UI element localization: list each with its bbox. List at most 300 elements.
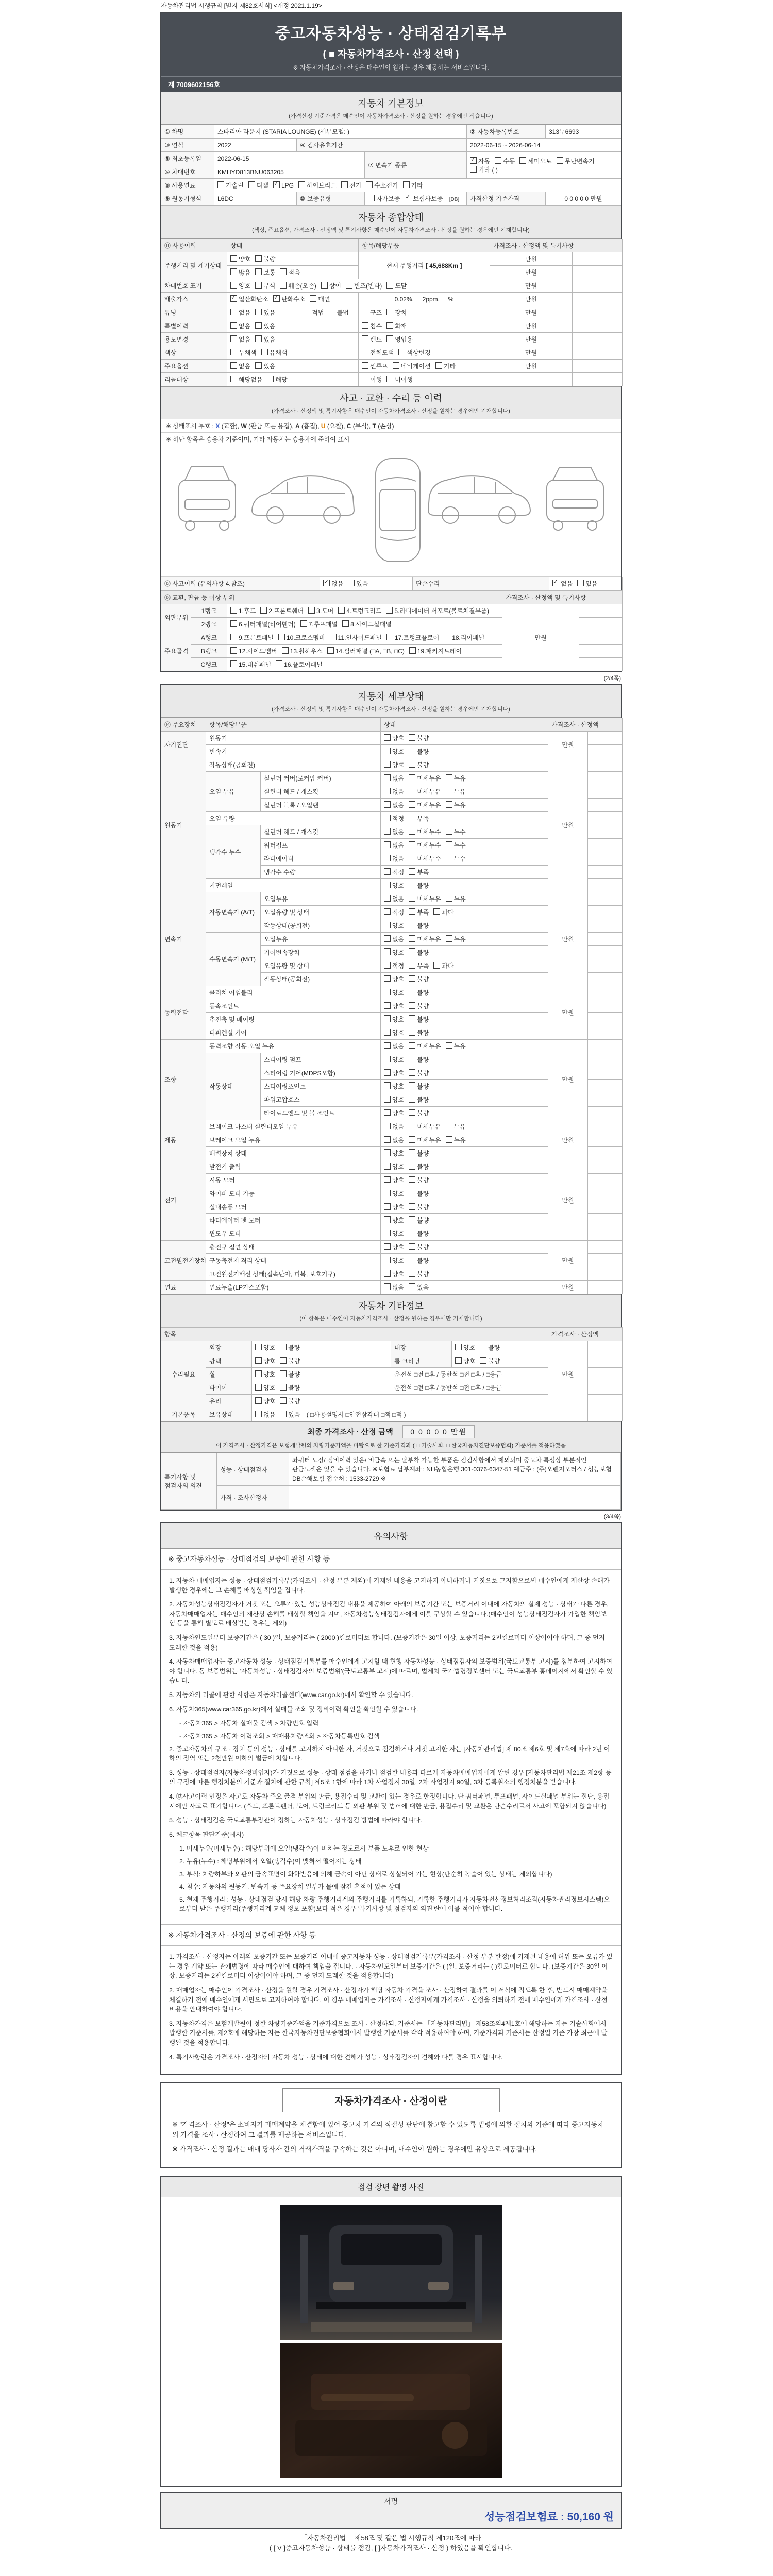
status-options xyxy=(381,1053,548,1066)
checkbox[interactable] xyxy=(276,660,282,667)
checkbox[interactable] xyxy=(552,580,559,586)
checkbox[interactable] xyxy=(327,647,334,654)
checkbox[interactable] xyxy=(255,255,262,262)
checkbox[interactable] xyxy=(384,1149,391,1156)
status-options xyxy=(381,732,548,745)
checkbox[interactable] xyxy=(495,157,501,164)
notice-item: - 자동차365 > 자동차 실매물 검색 > 차량번호 입력 xyxy=(179,1720,319,1727)
checkbox[interactable] xyxy=(519,157,526,164)
status-options xyxy=(381,1107,548,1120)
checkbox[interactable] xyxy=(366,181,373,188)
checkbox[interactable] xyxy=(384,1029,391,1036)
checkbox[interactable] xyxy=(230,309,237,315)
checkbox[interactable] xyxy=(255,335,262,342)
checkbox[interactable] xyxy=(230,255,237,262)
checkbox[interactable] xyxy=(386,634,393,640)
checkbox[interactable] xyxy=(248,181,255,188)
table-header-row xyxy=(161,1328,623,1341)
checkbox[interactable] xyxy=(409,1015,415,1022)
item-label: 클러치 어셈블리 xyxy=(206,986,381,999)
row-label: 리콜대상 xyxy=(161,373,227,386)
checkbox[interactable] xyxy=(398,349,405,355)
checkbox[interactable] xyxy=(384,1176,391,1183)
item-label: 실린더 헤드 / 개스킷 xyxy=(261,785,381,799)
option: ✓ 일산화탄소 xyxy=(230,295,268,303)
checkbox[interactable] xyxy=(409,1176,415,1183)
checkbox[interactable] xyxy=(384,962,391,969)
opinion-table xyxy=(161,1453,621,1510)
item-label: 변속기 xyxy=(206,745,381,758)
checkbox[interactable] xyxy=(280,1357,287,1364)
checkbox[interactable] xyxy=(300,620,307,627)
option: 화재 xyxy=(386,321,407,330)
option: 적음 xyxy=(280,268,300,277)
checkbox[interactable] xyxy=(230,620,237,627)
checkbox[interactable] xyxy=(362,376,368,382)
checkbox[interactable] xyxy=(255,1357,262,1364)
checkbox[interactable] xyxy=(409,774,415,781)
checkbox[interactable] xyxy=(255,1370,262,1377)
checkbox[interactable] xyxy=(409,1216,415,1223)
checkbox[interactable] xyxy=(409,868,415,875)
checkbox[interactable] xyxy=(403,181,410,188)
checkbox[interactable] xyxy=(384,948,391,955)
item-label: 워터펌프 xyxy=(261,839,381,852)
valid-value: 2022-06-15 ~ 2026-06-14 xyxy=(467,139,621,152)
checkbox[interactable] xyxy=(230,349,237,355)
checkbox[interactable] xyxy=(409,1002,415,1009)
checkbox[interactable] xyxy=(409,1243,415,1250)
checkbox[interactable] xyxy=(446,774,452,781)
checkbox[interactable] xyxy=(384,989,391,995)
checkbox[interactable] xyxy=(255,1344,262,1350)
checkbox[interactable] xyxy=(280,1370,287,1377)
checkbox[interactable] xyxy=(384,855,391,861)
checkbox[interactable] xyxy=(470,166,477,173)
status-options xyxy=(381,1080,548,1093)
group-label: 자동변속기 (A/T) xyxy=(206,892,261,933)
checkbox[interactable] xyxy=(304,309,310,315)
checkbox[interactable] xyxy=(409,1257,415,1263)
option: 6.쿼터패널(리어휀더) xyxy=(230,620,296,629)
option: 누유 xyxy=(446,801,466,809)
checkbox[interactable] xyxy=(409,1109,415,1116)
item-label: 작동상태(공회전) xyxy=(261,973,381,986)
checkbox[interactable] xyxy=(384,1069,391,1076)
price-cell: 만원 xyxy=(490,319,573,333)
checkbox[interactable] xyxy=(384,1123,391,1129)
item-options xyxy=(359,319,490,333)
option: 미세누유 xyxy=(409,935,441,943)
checkbox[interactable] xyxy=(230,282,237,289)
col-header: 항목/해당부품 xyxy=(359,239,490,252)
checkbox[interactable] xyxy=(409,1163,415,1170)
checkbox[interactable] xyxy=(280,1397,287,1404)
checkbox[interactable] xyxy=(348,580,355,586)
checkbox[interactable] xyxy=(368,195,375,201)
row-label: 주요옵션 xyxy=(161,360,227,373)
checkbox[interactable] xyxy=(446,828,452,835)
checkbox[interactable] xyxy=(255,322,262,329)
checkbox[interactable] xyxy=(409,748,415,754)
checkbox[interactable] xyxy=(444,634,450,640)
option: 불량 xyxy=(280,1357,300,1365)
checkbox[interactable] xyxy=(362,309,368,315)
checkbox[interactable] xyxy=(409,1283,415,1290)
rank-label: 2랭크 xyxy=(191,618,227,631)
option: 7.루프패널 xyxy=(300,620,338,629)
option: 해당 xyxy=(267,375,287,384)
checkbox[interactable] xyxy=(384,922,391,928)
table-row xyxy=(161,346,623,360)
checkbox[interactable] xyxy=(230,362,237,369)
checkbox[interactable] xyxy=(446,841,452,848)
status-options xyxy=(381,999,548,1013)
checkbox[interactable] xyxy=(386,282,393,289)
option: 누유 xyxy=(446,1136,466,1144)
checkbox[interactable] xyxy=(446,1123,452,1129)
item-label: 파워고압호스 xyxy=(261,1093,381,1107)
price-cell xyxy=(490,373,573,386)
status-options xyxy=(381,892,548,906)
table-header-row xyxy=(161,718,623,732)
checkbox[interactable] xyxy=(261,349,268,355)
checkbox[interactable] xyxy=(409,948,415,955)
checkbox[interactable] xyxy=(346,282,352,289)
checkbox[interactable] xyxy=(384,801,391,808)
option: 미세누유 xyxy=(409,801,441,809)
checkbox[interactable] xyxy=(308,607,315,614)
checkbox[interactable] xyxy=(282,647,289,654)
checkbox[interactable] xyxy=(409,1056,415,1062)
option: 미세누유 xyxy=(409,1136,441,1144)
basic-items-sub-label: 보유상태 xyxy=(206,1408,252,1421)
checkbox[interactable] xyxy=(384,1243,391,1250)
checkbox[interactable] xyxy=(280,282,287,289)
checkbox[interactable] xyxy=(384,1015,391,1022)
checkbox[interactable] xyxy=(409,1069,415,1076)
status-options xyxy=(381,812,548,825)
checkbox[interactable] xyxy=(470,157,477,164)
checkbox[interactable] xyxy=(384,882,391,888)
vehicle-diagram xyxy=(161,446,621,577)
checkbox[interactable] xyxy=(409,882,415,888)
checkbox[interactable] xyxy=(480,1344,486,1350)
checkbox[interactable] xyxy=(384,841,391,848)
checkbox[interactable] xyxy=(409,908,415,915)
state-code-X: X xyxy=(215,422,220,430)
price-cell: 만원 xyxy=(548,758,588,892)
row-label: 주행거리 및 계기상태 xyxy=(161,252,227,279)
checkbox[interactable] xyxy=(384,828,391,835)
checkbox[interactable] xyxy=(405,195,411,201)
checkbox[interactable] xyxy=(409,1190,415,1196)
checkbox[interactable] xyxy=(384,908,391,915)
checkbox[interactable] xyxy=(330,634,337,640)
checkbox[interactable] xyxy=(230,647,237,654)
checkbox[interactable] xyxy=(280,268,287,275)
price-cell: 만원 xyxy=(490,333,573,346)
item-label: 배력장치 상태 xyxy=(206,1147,381,1160)
status-options xyxy=(227,333,359,346)
option: 적정 xyxy=(384,814,404,823)
item-options xyxy=(359,306,490,319)
table-row xyxy=(161,1241,623,1254)
section-subtitle: (색상, 주요옵션, 가격조사 · 산정액 및 특기사항은 매수인이 자동차가격조사 · 산정을 원하는 경우에만 기재합니다) xyxy=(252,227,530,233)
checkbox[interactable] xyxy=(310,295,316,302)
checkbox[interactable] xyxy=(329,309,335,315)
checkbox[interactable] xyxy=(386,335,393,342)
checkbox[interactable] xyxy=(446,1136,452,1143)
option: 있음 xyxy=(348,579,368,588)
checkbox[interactable] xyxy=(455,1344,462,1350)
checkbox[interactable] xyxy=(435,362,442,369)
checkbox[interactable] xyxy=(384,975,391,982)
checkbox[interactable] xyxy=(255,362,262,369)
price-cell: 만원 xyxy=(548,1040,588,1120)
checkbox[interactable] xyxy=(409,1136,415,1143)
checkbox[interactable] xyxy=(230,634,237,640)
checkbox[interactable] xyxy=(409,1029,415,1036)
option: 양호 xyxy=(384,1189,404,1198)
checkbox[interactable] xyxy=(446,855,452,861)
checkbox[interactable] xyxy=(409,1230,415,1236)
checkbox[interactable] xyxy=(384,1257,391,1263)
vehicle-diagram-svg xyxy=(170,449,613,570)
checkbox[interactable] xyxy=(273,295,280,302)
checkbox[interactable] xyxy=(321,282,328,289)
checkbox[interactable] xyxy=(298,181,305,188)
checkbox[interactable] xyxy=(384,1283,391,1290)
checkbox[interactable] xyxy=(230,660,237,667)
checkbox[interactable] xyxy=(409,815,415,821)
checkbox[interactable] xyxy=(267,376,274,382)
checkbox[interactable] xyxy=(409,647,416,654)
checkbox[interactable] xyxy=(386,607,393,614)
checkbox[interactable] xyxy=(557,157,563,164)
checkbox[interactable] xyxy=(255,1411,262,1417)
checkbox[interactable] xyxy=(384,1230,391,1236)
status-options xyxy=(381,973,548,986)
notice-item: 1. 가격조사 · 산정자는 아래의 보증기간 또는 보증거리 이내에 중고자동차 성능 · 상태점검기록부(가격조사 · 산정 부분 한정)에 기재된 내용에 허위 또는 오류가 있는 경우 계약 또는 관계법령에 따라 매수인에 대하여 책임을 집니다. · 자동차인도일부터 보증기간은 ( )일, 보증거리는 ( )킬로미터로 합니다. (보증기간은 30일 이상, 보증거리는 2천킬로미터 이상이어야 하며, 그 중 먼저 도래한 것을 적용합니다) xyxy=(169,1953,613,1980)
option: 양호 xyxy=(384,881,404,890)
checkbox[interactable] xyxy=(409,828,415,835)
checkbox[interactable] xyxy=(280,1411,287,1417)
checkbox[interactable] xyxy=(362,362,368,369)
option: 3.도어 xyxy=(308,606,333,615)
checkbox[interactable] xyxy=(384,1056,391,1062)
option: 가솔린 xyxy=(217,181,244,190)
option: 미세누유 xyxy=(409,787,441,796)
checkbox[interactable] xyxy=(280,1344,287,1350)
option: 양호 xyxy=(384,948,404,957)
checkbox[interactable] xyxy=(384,895,391,902)
checkbox[interactable] xyxy=(384,1163,391,1170)
checkbox[interactable] xyxy=(217,181,224,188)
checkbox[interactable] xyxy=(409,1042,415,1049)
checkbox[interactable] xyxy=(384,1096,391,1103)
status-options xyxy=(381,1241,548,1254)
other-info-table xyxy=(161,1327,623,1421)
checkbox[interactable] xyxy=(409,761,415,768)
checkbox[interactable] xyxy=(409,855,415,861)
checkbox[interactable] xyxy=(409,1082,415,1089)
checkbox[interactable] xyxy=(409,841,415,848)
checkbox[interactable] xyxy=(433,908,440,915)
option: 있음 xyxy=(280,1410,300,1419)
checkbox[interactable] xyxy=(446,895,452,902)
table-row xyxy=(161,139,621,152)
checkbox[interactable] xyxy=(384,1082,391,1089)
price-cell: 만원 xyxy=(548,1341,588,1408)
checkbox[interactable] xyxy=(480,1357,486,1364)
option: 있음 xyxy=(255,335,275,344)
checkbox[interactable] xyxy=(409,788,415,794)
price-cell: 만원 xyxy=(490,266,573,279)
option: 양호 xyxy=(384,1069,404,1077)
checkbox[interactable] xyxy=(362,349,368,355)
option: 기타 xyxy=(403,181,423,190)
checkbox[interactable] xyxy=(342,620,349,627)
col-header: ⑪ 사용이력 xyxy=(161,239,227,252)
checkbox[interactable] xyxy=(230,295,237,302)
checkbox[interactable] xyxy=(384,1216,391,1223)
checkbox[interactable] xyxy=(384,935,391,942)
transmission-label: ⑦ 변속기 종류 xyxy=(365,152,467,179)
checkbox[interactable] xyxy=(446,801,452,808)
option: 있음 xyxy=(409,1283,429,1292)
inspection-photo-1 xyxy=(280,2205,502,2340)
checkbox[interactable] xyxy=(255,268,262,275)
checkbox[interactable] xyxy=(384,748,391,754)
checkbox[interactable] xyxy=(230,376,237,382)
checkbox[interactable] xyxy=(409,1203,415,1210)
checkbox[interactable] xyxy=(386,309,393,315)
checkbox[interactable] xyxy=(409,962,415,969)
checkbox[interactable] xyxy=(384,1190,391,1196)
checkbox[interactable] xyxy=(409,801,415,808)
option: 네비게이션 xyxy=(393,362,431,370)
appraiser-label: 가격 · 조사산정자 xyxy=(217,1486,289,1510)
checkbox[interactable] xyxy=(409,734,415,741)
notice-item: 2. 누유(누수) : 해당부위에서 오일(냉각수)이 맺혀서 떨어지는 상태 xyxy=(179,1858,362,1866)
checkbox[interactable] xyxy=(409,1096,415,1103)
device-label: 전기 xyxy=(161,1160,206,1241)
status-options xyxy=(381,1227,548,1241)
checkbox[interactable] xyxy=(273,181,280,188)
checkbox[interactable] xyxy=(446,788,452,794)
checkbox[interactable] xyxy=(409,922,415,928)
checkbox[interactable] xyxy=(278,634,285,640)
option: 미이행 xyxy=(386,375,413,384)
checkbox[interactable] xyxy=(384,734,391,741)
checkbox[interactable] xyxy=(409,989,415,995)
checkbox[interactable] xyxy=(433,962,440,969)
checkbox[interactable] xyxy=(362,322,368,329)
checkbox[interactable] xyxy=(386,376,393,382)
checkbox[interactable] xyxy=(409,1149,415,1156)
checkbox[interactable] xyxy=(362,335,368,342)
option: 미세누유 xyxy=(409,894,441,903)
option: 12.사이드멤버 xyxy=(230,647,277,655)
checkbox[interactable] xyxy=(341,181,348,188)
checkbox[interactable] xyxy=(409,975,415,982)
option: 4.트렁크리드 xyxy=(338,606,381,615)
checkbox[interactable] xyxy=(230,268,237,275)
checkbox[interactable] xyxy=(384,868,391,875)
document-title-note: ※ 자동차가격조사 · 산정은 매수인이 원하는 경우 제공하는 서비스입니다. xyxy=(293,64,489,71)
emission-values: 0.02%, 2ppm, % xyxy=(359,293,490,306)
item-label: 외장 xyxy=(206,1341,252,1354)
panel-options xyxy=(227,631,502,645)
checkbox[interactable] xyxy=(409,895,415,902)
checkbox[interactable] xyxy=(446,935,452,942)
checkbox[interactable] xyxy=(255,282,262,289)
checkbox[interactable] xyxy=(255,1397,262,1404)
checkbox[interactable] xyxy=(230,322,237,329)
checkbox[interactable] xyxy=(338,607,345,614)
checkbox[interactable] xyxy=(255,1384,262,1391)
checkbox[interactable] xyxy=(230,607,237,614)
checkbox[interactable] xyxy=(384,1002,391,1009)
pricing-info-box xyxy=(160,2082,622,2168)
option: ✓ 없음 xyxy=(323,579,343,588)
checkbox[interactable] xyxy=(386,322,393,329)
checkbox[interactable] xyxy=(455,1357,462,1364)
checkbox[interactable] xyxy=(409,935,415,942)
checkbox[interactable] xyxy=(280,1384,287,1391)
item-label: 라디에이터 xyxy=(261,852,381,866)
checkbox[interactable] xyxy=(384,1270,391,1277)
checkbox[interactable] xyxy=(384,1109,391,1116)
checkbox[interactable] xyxy=(577,580,584,586)
checkbox[interactable] xyxy=(230,335,237,342)
checkbox[interactable] xyxy=(446,1042,452,1049)
checkbox[interactable] xyxy=(260,607,267,614)
checkbox[interactable] xyxy=(323,580,330,586)
option: 없음 xyxy=(384,774,404,783)
option: 누수 xyxy=(446,854,466,863)
checkbox[interactable] xyxy=(393,362,399,369)
option: ✓ LPG xyxy=(273,181,294,189)
option: 양호 xyxy=(384,1269,404,1278)
option: ✓ 탄화수소 xyxy=(273,295,305,303)
transmission-options xyxy=(467,152,621,179)
status-options xyxy=(381,1120,548,1133)
item-label: 등속조인트 xyxy=(206,999,381,1013)
option: 양호 xyxy=(384,1055,404,1064)
checkbox[interactable] xyxy=(384,1136,391,1143)
checkbox[interactable] xyxy=(384,761,391,768)
checkbox[interactable] xyxy=(384,774,391,781)
option: ✓ 보험사보증 xyxy=(405,194,443,203)
checkbox[interactable] xyxy=(384,1042,391,1049)
checkbox[interactable] xyxy=(409,1270,415,1277)
option: 없음 xyxy=(384,801,404,809)
option: 불량 xyxy=(409,1162,429,1171)
checkbox[interactable] xyxy=(384,815,391,821)
group-label: 오일 누유 xyxy=(206,772,261,812)
checkbox[interactable] xyxy=(409,1123,415,1129)
checkbox[interactable] xyxy=(384,788,391,794)
inspector-opinion-text: 좌쿼터 도장/ 정비이력 있음/ 비금속 또는 탈부착 가능한 부품은 점검사항에서 제외되며 중고차 특성상 부분적인 판금도색은 있을 수 있습니다. ※보험료 납부계좌 : NH농협은행 301-0376-6347-51 예금주 : (주)오렌지모터스 / 성능보험 DB손해보험 접수처 : 1533-2729 ※ xyxy=(289,1453,621,1486)
checkbox[interactable] xyxy=(384,1203,391,1210)
status-options xyxy=(381,1267,548,1281)
pricing-box-p2: ※ 가격조사 · 산정 결과는 매매 당사자 간의 거래가격을 구속하는 것은 아니며, 매수인이 원하는 경우에만 유상으로 제공됩니다. xyxy=(172,2145,537,2154)
checkbox[interactable] xyxy=(255,309,262,315)
option: 불량 xyxy=(409,747,429,756)
notice-list-1 xyxy=(161,1570,621,1924)
